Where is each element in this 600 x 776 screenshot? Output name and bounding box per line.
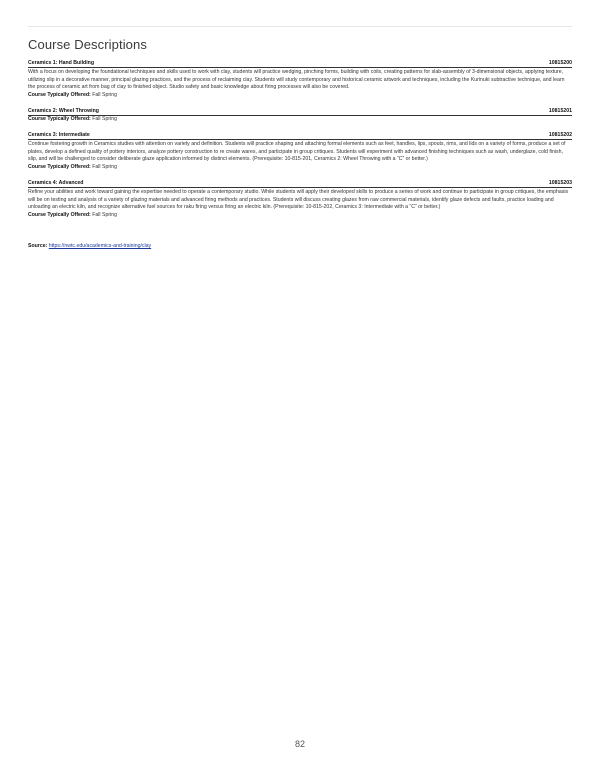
course-name: Ceramics 1: Hand Building — [28, 60, 95, 66]
source-line — [28, 243, 151, 249]
course-header — [28, 132, 572, 140]
course-code: 10815200 — [548, 60, 572, 66]
offered-value: Fall Spring — [92, 211, 117, 218]
top-divider — [28, 26, 572, 27]
course-header — [28, 60, 572, 68]
page-number: 82 — [294, 739, 305, 749]
source-link[interactable]: https://nwtc.edu/academics-and-training/clay — [48, 243, 152, 249]
page-title: Course Descriptions — [28, 37, 147, 52]
course-header — [28, 180, 572, 188]
offered-label: Course Typically Offered: — [28, 163, 91, 170]
course-offered — [28, 164, 572, 171]
course-entry — [28, 180, 572, 219]
course-offered — [28, 92, 572, 99]
course-entry — [28, 60, 572, 99]
course-name: Ceramics 4: Advanced — [28, 180, 84, 187]
course-list — [28, 60, 572, 228]
course-name: Ceramics 3: Intermediate — [28, 132, 90, 139]
course-entry — [28, 132, 572, 171]
course-entry — [28, 108, 572, 123]
course-description: With a focus on developing the foundational techniques and skills used to work with clay, students will practice wedging, pinching forms, building with coils, creating patterns for slab-assembly of 3-dimensional objects, applying texture, utilizing slip in a decorative manner, principal glazing practices, and the process of reclaiming clay. Students will study contemporary and historical ceramic artwork and techniques, including the Kurinuki subtractive technique, and learn the process of ceramic art from bag of clay to finished object. Studio safety and basic knowledge about firing processes will also be covered. — [28, 69, 565, 91]
course-description: Refine your abilities and work toward gaining the expertise needed to operate a contemporary studio. While students will apply their developed skills to produce a series of work and continue to participate in group critiques, the emphasis will be on testing and analysis of a variety of glazing materials and advanced firing methods and practices. Students will discuss creating glazes from raw commercial materials, identify glaze defects and faults, practice loading and unloading an electric kiln, and recognize alternative fuel sources for raku firing versus firing an electric kiln. (Prerequisite: 10-815-202, Ceramics 3: Intermediate with a “C” or better.) — [28, 189, 569, 211]
source-label: Source: — [28, 243, 48, 249]
course-code: 10815202 — [548, 132, 572, 139]
course-offered — [28, 116, 572, 123]
offered-value: Fall Spring — [92, 91, 117, 98]
offered-value: Fall Spring — [92, 163, 117, 170]
course-offered — [28, 212, 572, 219]
course-code: 10815203 — [548, 180, 572, 187]
course-name: Ceramics 2: Wheel Throwing — [28, 107, 99, 114]
offered-value: Fall Spring — [92, 115, 117, 122]
course-code: 10815201 — [548, 107, 572, 114]
offered-label: Course Typically Offered: — [28, 91, 91, 98]
course-description: Continue fostering growth in Ceramics studies with attention on variety and definition. Students will practice shaping and attaching formal elements such as feet, handles, lips, spouts, rims, and lids on a variety of forms, produce a set of plates, develop a defined quality of pottery interiors, analyze pottery construction to re create wares, and participate in group critiques. Students will experiment with advanced finishing techniques such as wash, underglaze, cold finish, slip, and will be challenged to consider deliberate glaze application informed by distinct elements. (Prerequisite: 10-815-201, Ceramics 2: Wheel Throwing with a “C” or better.) — [28, 141, 566, 163]
course-header — [28, 108, 572, 116]
offered-label: Course Typically Offered: — [28, 211, 91, 218]
offered-label: Course Typically Offered: — [28, 115, 91, 122]
